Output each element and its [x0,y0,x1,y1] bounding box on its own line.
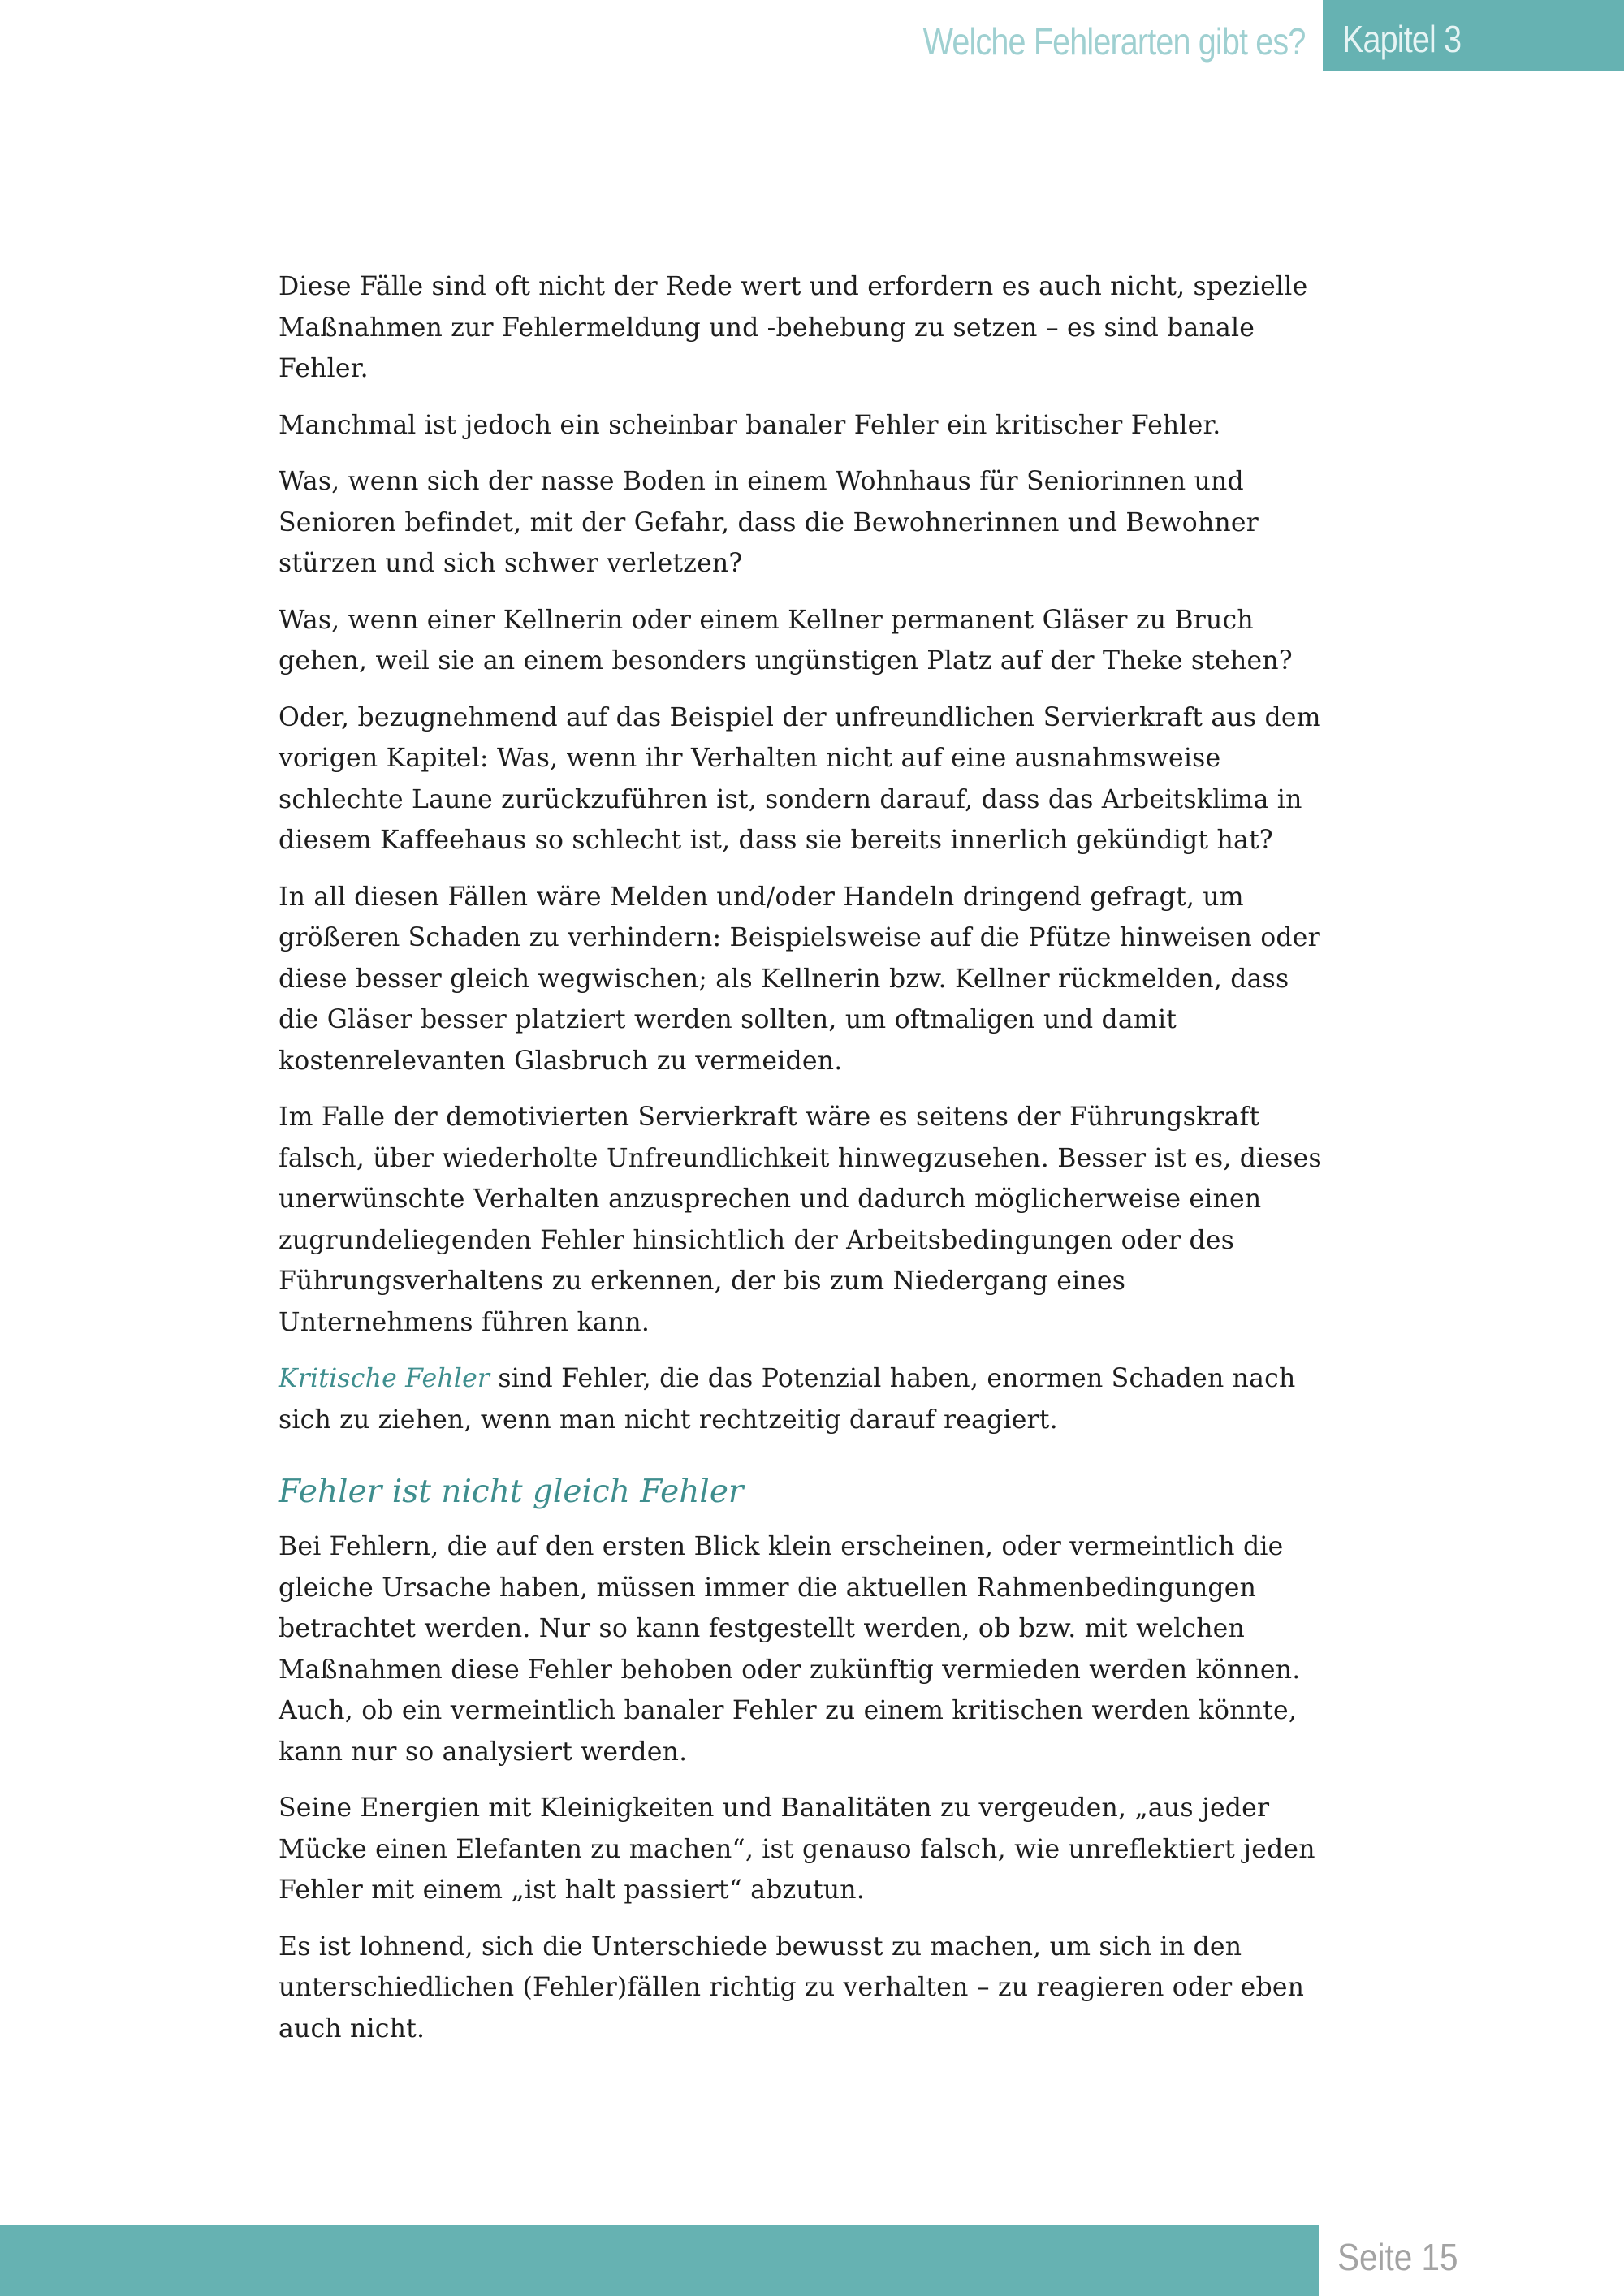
paragraph: Diese Fälle sind oft nicht der Rede wert und erfordern es auch nicht, spezielle Maßnahmen zur Fehlermeldung und -behebung zu setzen – es sind banale Fehler. [279,272,1308,383]
paragraph: Im Falle der demotivierten Servierkraft wäre es seitens der Führungskraft falsch, über wiederholte Unfreundlichkeit hinwegzusehen. Besser ist es, dieses unerwünschte Verhalten anzusprechen und dadurch möglicherweise einen zugrundeliegenden Fehler hinsichtlich der Arbeitsbedingungen oder des Führungsverhaltens zu erkennen, der bis zum Niedergang eines Unternehmens führen kann. [279,1103,1322,1337]
key-term: Kritische Fehler [279,1364,490,1393]
page-body [279,266,1326,2065]
definition-text: sind Fehler, die das Potenzial haben, enormen Schaden nach sich zu ziehen, wenn man nicht rechtzeitig darauf reagiert. [279,1364,1296,1435]
page-number: Seite 15 [1337,2236,1458,2278]
running-header-title: Welche Fehlerarten gibt es? [922,20,1305,63]
chapter-label: Kapitel 3 [1342,18,1462,60]
footer-bar [0,2225,1320,2296]
paragraph: Oder, bezugnehmend auf das Beispiel der unfreundlichen Servierkraft aus dem vorigen Kapitel: Was, wenn ihr Verhalten nicht auf eine ausnahmsweise schlechte Laune zurückzuführen ist, sondern darauf, dass das Arbeitsklima in diesem Kaffeehaus so schlecht ist, dass sie bereits innerlich gekündigt hat? [279,702,1321,855]
paragraph: Was, wenn sich der nasse Boden in einem Wohnhaus für Seniorinnen und Senioren befindet, mit der Gefahr, dass die Bewohnerinnen und Bewohner stürzen und sich schwer verletzen? [279,467,1259,578]
paragraph: Bei Fehlern, die auf den ersten Blick klein erscheinen, oder vermeintlich die gleiche Ursache haben, müssen immer die aktuellen Rahmenbedingungen betrachtet werden. Nur so kann festgestellt werden, ob bzw. mit welchen Maßnahmen diese Fehler behoben oder zukünftig vermieden werden können. Auch, ob ein vermeintlich banaler Fehler zu einem kritischen werden könnte, kann nur so analysiert werden. [279,1532,1301,1767]
paragraph: Seine Energien mit Kleinigkeiten und Banalitäten zu vergeuden, „aus jeder Mücke einen Elefanten zu machen“, ist genauso falsch, wie unreflektiert jeden Fehler mit einem „ist halt passiert“ abzutun. [279,1793,1315,1905]
paragraph: Es ist lohnend, sich die Unterschiede bewusst zu machen, um sich in den unterschiedlichen (Fehler)fällen richtig zu verhalten – zu reagieren oder eben auch nicht. [279,1931,1305,2044]
paragraph: Was, wenn einer Kellnerin oder einem Kellner permanent Gläser zu Bruch gehen, weil sie an einem besonders ungünstigen Platz auf der Theke stehen? [279,605,1293,675]
section-heading: Fehler ist nicht gleich Fehler [279,1474,744,1510]
chapter-tab [1323,0,1624,71]
definition-paragraph [279,1358,1326,1440]
paragraph: Manchmal ist jedoch ein scheinbar banaler Fehler ein kritischer Fehler. [279,410,1221,440]
paragraph: In all diesen Fällen wäre Melden und/oder Handeln dringend gefragt, um größeren Schaden zu verhindern: Beispielsweise auf die Pfütze hinweisen oder diese besser gleich wegwischen; als Kellnerin bzw. Kellner rückmelden, dass die Gläser besser platziert werden sollten, um oftmaligen und damit kostenrelevanten Glasbruch zu vermeiden. [279,882,1320,1076]
